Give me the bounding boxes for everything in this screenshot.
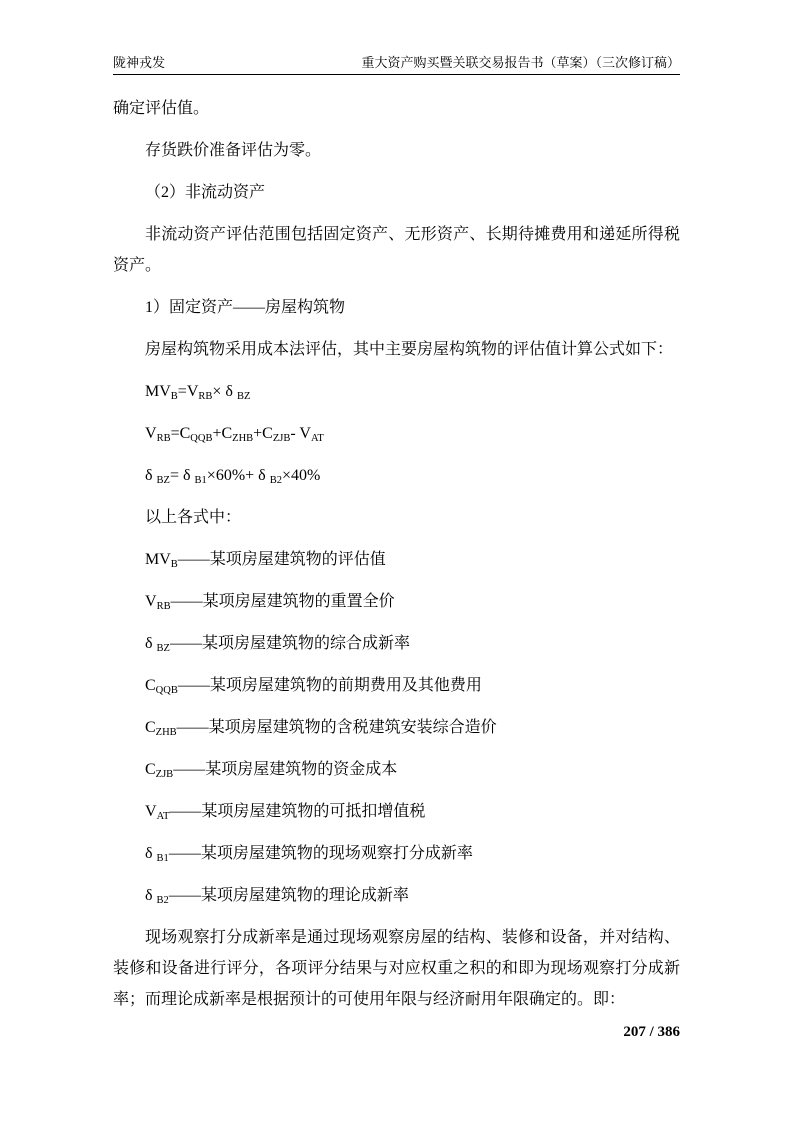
formula-term-definition: $C_{ZHB}——$某项房屋建筑物的含税建筑安装综合造价: [145, 719, 497, 738]
section-heading: （2）非流动资产: [145, 184, 266, 201]
page-number: 207 / 386: [623, 1024, 680, 1040]
paragraph: 现场观察打分成新率是通过现场观察房屋的结构、装修和设备，并对结构、装修和设备进行评分，各项评分结果与对应权重之积的和即为现场观察打分成新率；而理论成新率是根据预计的可使用年限与经济耐用年限确定的。即：: [113, 929, 680, 1008]
formula-term-definition: δ $_{B1}$——某项房屋建筑物的现场观察打分成新率: [145, 845, 473, 864]
formula-term-definition: $C_{ZJB}——$某项房屋建筑物的资金成本: [145, 761, 398, 780]
header-company-short-name: 陇神戎发: [113, 55, 166, 70]
paragraph: 房屋构筑物采用成本法评估，其中主要房屋构筑物的评估值计算公式如下：: [145, 341, 674, 358]
page-body: [113, 75, 680, 1015]
formula-line: δ $_{BZ}$= δ $_{B1}$×60%+ δ $_{B2}$×40%: [145, 467, 321, 486]
paragraph: 非流动资产评估范围包括固定资产、无形资产、长期待摊费用和递延所得税资产。: [113, 226, 680, 274]
formula-line: $MV_B=V_{RB}\times \delta$ $_{BZ}$: [145, 383, 251, 402]
paragraph: 存货跌价准备评估为零。: [145, 142, 322, 159]
formula-term-definition: $C_{QQB}——$某项房屋建筑物的前期费用及其他费用: [145, 677, 482, 696]
paragraph: 以上各式中：: [145, 509, 242, 526]
formula-term-definition: $V_{RB}——$某项房屋建筑物的重置全价: [145, 593, 395, 612]
formula-term-definition: δ $_{BZ}$——某项房屋建筑物的综合成新率: [145, 635, 410, 654]
paragraph: 确定评估值。: [113, 100, 210, 117]
formula-term-definition: $V_{AT}——$某项房屋建筑物的可抵扣增值税: [145, 803, 426, 822]
formula-term-definition: δ $_{B2}$——某项房屋建筑物的理论成新率: [145, 887, 409, 906]
formula-line: $V_{RB}=C_{QQB}+C_{ZHB}+C_{ZJB}-$ $V_{AT}$: [145, 425, 324, 444]
section-heading: 1）固定资产——房屋构筑物: [145, 299, 346, 316]
header-document-title: 重大资产购买暨关联交易报告书（草案）（三次修订稿）: [361, 55, 680, 70]
page-header: [113, 55, 680, 75]
formula-term-definition: $MV_B——$某项房屋建筑物的评估值: [145, 551, 386, 570]
